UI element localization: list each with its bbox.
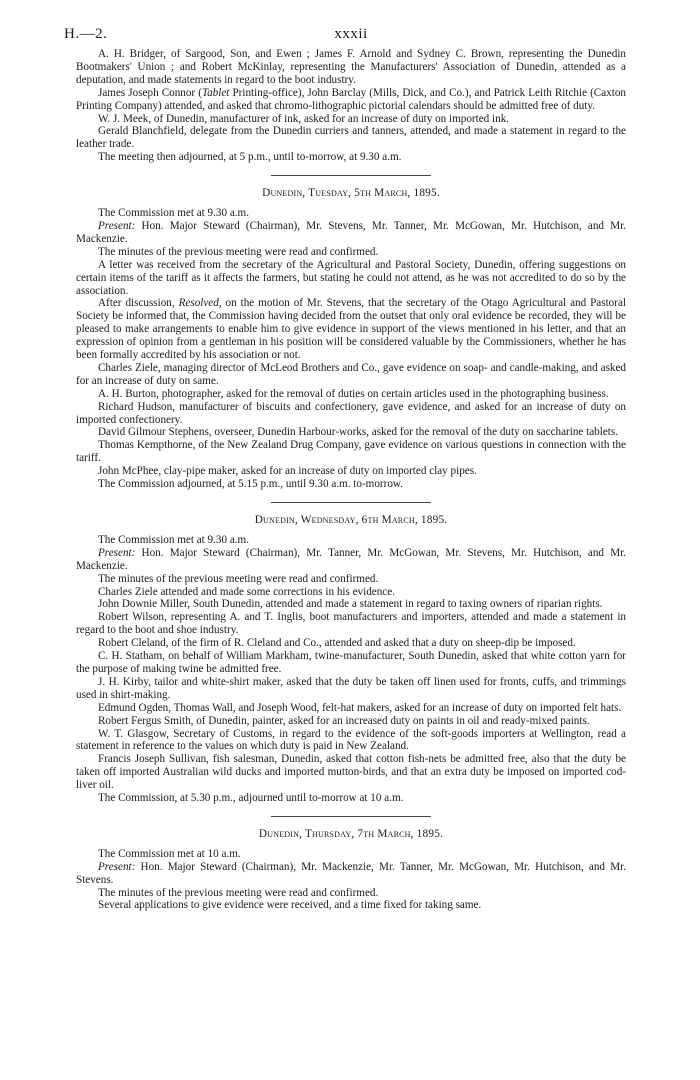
minutes-paragraph: The minutes of the previous meeting were read and confirmed. bbox=[98, 245, 379, 258]
minutes-paragraph: Charles Ziele, managing director of McLeod Brothers and Co., gave evidence on soap- and candle-making, and asked for an increase of duty on same. bbox=[76, 361, 626, 387]
minutes-paragraph: Several applications to give evidence were received, and a time fixed for taking same. bbox=[98, 899, 482, 912]
minutes-paragraph: Francis Joseph Sullivan, fish salesman, Dunedin, asked that cotton fish-nets be admitted free, also that the duty be taken off imported Australian wild ducks and imported mutton-birds, and that an extra duty be imposed on imported cod-liver oil. bbox=[76, 753, 626, 792]
minutes-paragraph: After discussion, Resolved, on the motion of Mr. Stevens, that the secretary of the Otago Agricultural and Pastoral Society be informed that, the Commission having decided from the outset that only oral evidence be recorded, they will be pleased to make arrangements to enable him to give evidence in support of the views mentioned in his letter, and that an expression of opinion from a gentleman in his position will be considered valuable by the Commissioners, whether he has been formally accredited by his association or not. bbox=[76, 297, 626, 362]
minutes-section bbox=[76, 175, 626, 491]
minutes-paragraph: J. H. Kirby, tailor and white-shirt maker, asked that the duty be taken off linen used for fronts, cuffs, and trimmings used in shirt-making. bbox=[76, 675, 626, 701]
meeting-date-heading: Dunedin, Tuesday, 5th March, 1895. bbox=[262, 187, 440, 200]
minutes-paragraph: James Joseph Connor (Tablet Printing-office), John Barclay (Mills, Dick, and Co.), and Patrick Leith Ritchie (Caxton Printing Company) attended, and asked that chromo-lithographic pictorial calendars should be admitted free of duty. bbox=[76, 86, 626, 112]
minutes-paragraph: Robert Wilson, representing A. and T. Inglis, boot manufacturers and importers, attended and made a statement in regard to the boot and shoe industry. bbox=[76, 611, 626, 637]
minutes-paragraph: The minutes of the previous meeting were read and confirmed. bbox=[98, 886, 379, 899]
minutes-paragraph: W. J. Meek, of Dunedin, manufacturer of ink, asked for an increase of duty on imported ink. bbox=[98, 112, 510, 125]
minutes-paragraph: David Gilmour Stephens, overseer, Dunedin Harbour-works, asked for the removal of the duty on saccharine tablets. bbox=[98, 426, 619, 439]
minutes-paragraph: Edmund Ogden, Thomas Wall, and Joseph Wood, felt-hat makers, asked for an increase of duty on imported felt hats. bbox=[98, 701, 622, 714]
section-divider bbox=[271, 502, 431, 503]
minutes-paragraph: Gerald Blanchfield, delegate from the Dunedin curriers and tanners, attended, and made a statement in regard to the leather trade. bbox=[76, 125, 626, 151]
meeting-date-heading: Dunedin, Wednesday, 6th March, 1895. bbox=[254, 514, 448, 526]
minutes-paragraph: The meeting then adjourned, at 5 p.m., until to-morrow, at 9.30 a.m. bbox=[98, 151, 402, 164]
minutes-paragraph: C. H. Statham, on behalf of William Markham, twine-manufacturer, South Dunedin, asked that white cotton yarn for the purpose of making twine be admitted free. bbox=[76, 650, 626, 675]
minutes-section bbox=[76, 816, 626, 912]
minutes-paragraph: John McPhee, clay-pipe maker, asked for an increase of duty on imported clay pipes. bbox=[98, 465, 477, 478]
minutes-section bbox=[76, 502, 626, 805]
section-divider bbox=[271, 816, 431, 817]
minutes-paragraph: The Commission met at 9.30 a.m. bbox=[98, 207, 250, 220]
minutes-paragraph: A. H. Bridger, of Sargood, Son, and Ewen ; James F. Arnold and Sydney C. Brown, representing the Dunedin Bootmakers' Union ; and Robert McKinlay, representing the Manufacturers' Association of Dunedin, attended as a deputation, and made statements in regard to the boot industry. bbox=[76, 48, 626, 86]
minutes-paragraph: Present: Hon. Major Steward (Chairman), Mr. Stevens, Mr. Tanner, Mr. McGowan, Mr. Hutchison, and Mr. Mackenzie. bbox=[76, 219, 626, 245]
document-body bbox=[76, 48, 626, 912]
section-divider bbox=[271, 175, 431, 176]
minutes-paragraph: Thomas Kempthorne, of the New Zealand Drug Company, gave evidence on various questions in connection with the tariff. bbox=[76, 439, 626, 465]
minutes-paragraph: Charles Ziele attended and made some corrections in his evidence. bbox=[98, 585, 395, 598]
minutes-section bbox=[76, 48, 626, 164]
minutes-paragraph: Present: Hon. Major Steward (Chairman), Mr. Mackenzie, Mr. Tanner, Mr. McGowan, Mr. Hutchison, and Mr. Stevens. bbox=[76, 860, 626, 886]
minutes-paragraph: A letter was received from the secretary of the Agricultural and Pastoral Society, Dunedin, offering suggestions on certain items of the tariff as it affects the farmers, but stating he could not attend, as he was not accredited to do so by the association. bbox=[76, 258, 626, 297]
page-reference: H.—2. bbox=[64, 26, 108, 42]
minutes-paragraph: Robert Cleland, of the firm of R. Cleland and Co., attended and asked that a duty on sheep-dip be imposed. bbox=[98, 637, 576, 650]
meeting-date-heading: Dunedin, Thursday, 7th March, 1895. bbox=[258, 827, 444, 840]
minutes-paragraph: The minutes of the previous meeting were read and confirmed. bbox=[98, 572, 379, 585]
minutes-paragraph: Present: Hon. Major Steward (Chairman), Mr. Tanner, Mr. McGowan, Mr. Stevens, Mr. Hutchison, and Mr. Mackenzie. bbox=[76, 546, 626, 572]
page-number: xxxii bbox=[334, 26, 368, 42]
minutes-paragraph: The Commission, at 5.30 p.m., adjourned until to-morrow at 10 a.m. bbox=[98, 792, 404, 805]
minutes-paragraph: John Downie Miller, South Dunedin, attended and made a statement in regard to taxing owners of riparian rights. bbox=[98, 598, 603, 611]
minutes-paragraph: A. H. Burton, photographer, asked for the removal of duties on certain articles used in the photographing business. bbox=[98, 387, 609, 400]
minutes-paragraph: The Commission met at 10 a.m. bbox=[98, 847, 241, 860]
minutes-paragraph: W. T. Glasgow, Secretary of Customs, in regard to the evidence of the soft-goods importers at Wellington, read a statement in reference to the values on which duty is paid in New Zealand. bbox=[76, 727, 626, 753]
minutes-paragraph: Richard Hudson, manufacturer of biscuits and confectionery, gave evidence, and asked for an increase of duty on imported confectionery. bbox=[76, 400, 626, 426]
minutes-paragraph: The Commission adjourned, at 5.15 p.m., until 9.30 a.m. to-morrow. bbox=[98, 478, 403, 491]
running-header bbox=[64, 26, 626, 48]
minutes-paragraph: Robert Fergus Smith, of Dunedin, painter, asked for an increased duty on paints in oil and ready-mixed paints. bbox=[98, 714, 590, 727]
minutes-paragraph: The Commission met at 9.30 a.m. bbox=[98, 533, 250, 546]
